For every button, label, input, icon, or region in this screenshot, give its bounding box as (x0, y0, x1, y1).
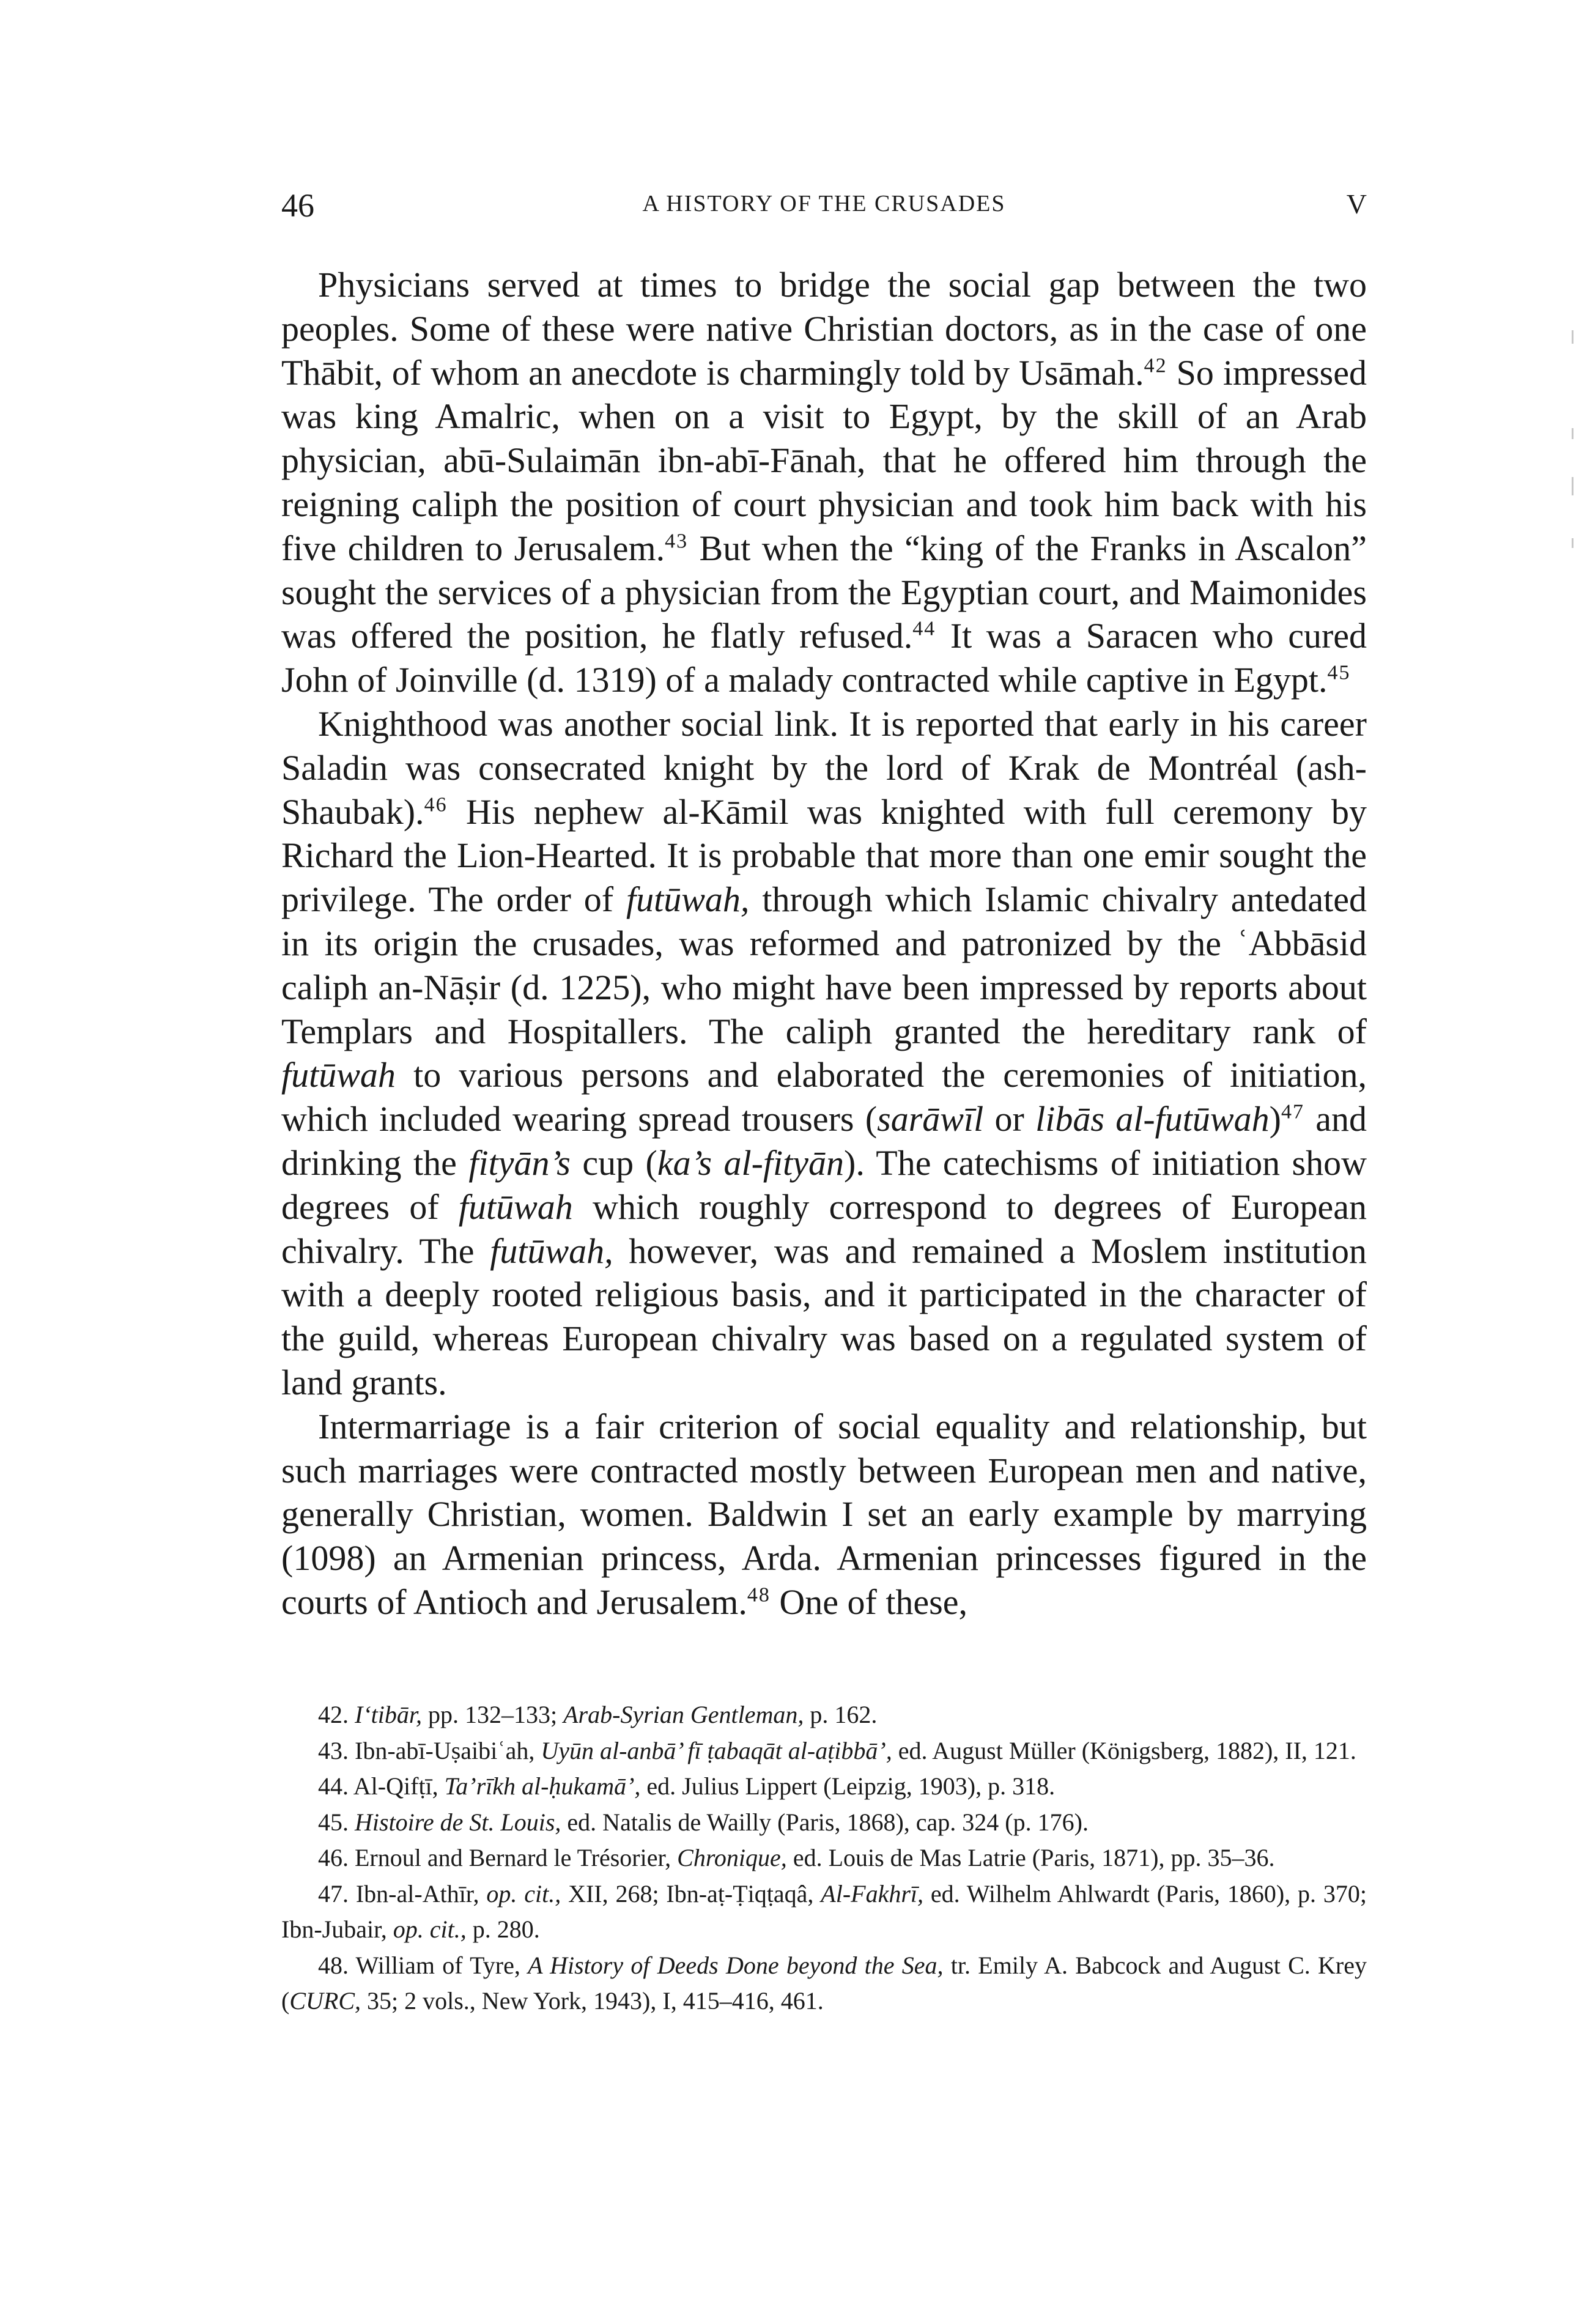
text-run: His nephew al-Kāmil was knighted with full ceremony by Richard the Lion-Hearted. It is probable that more than one emir sought the privilege. The order of (281, 791, 1367, 920)
footnote-number: 44. (318, 1772, 349, 1800)
text-run: ) (1269, 1099, 1281, 1139)
footnote-42 (281, 1697, 1367, 1733)
italic-term: CURC, (289, 1987, 361, 2015)
footnote-44 (281, 1769, 1367, 1805)
text-run: One of these, (770, 1582, 967, 1622)
text-run: 35; 2 vols., New York, 1943), I, 415–416, 461. (361, 1987, 824, 2015)
running-head (281, 187, 1367, 229)
footnote-47 (281, 1876, 1367, 1948)
text-run: Physicians served at times to bridge the social gap between the two peoples. Some of these were native Christian doctors, as in the case of one Thābit, of whom an anecdote is charmingly told by Usāmah. (281, 265, 1367, 393)
text-run: p. 162. (804, 1701, 878, 1728)
footnote-number: 42. (318, 1701, 349, 1728)
footnote-46 (281, 1840, 1367, 1876)
italic-term: fityān’s (468, 1142, 571, 1183)
scan-mark (1572, 428, 1573, 439)
text-run: So impressed was king Amalric, when on a visit to Egypt, by the skill of an Arab physician, abū-Sulaimān ibn-abī-Fānah, that he offered him through the reigning caliph the position of court physician and took him back with his five children to Jerusalem. (281, 352, 1367, 568)
italic-term: futūwah, (490, 1230, 613, 1271)
running-head-title: A HISTORY OF THE CRUSADES (642, 191, 1006, 216)
text-run: Ibn-abī-Uṣaibiʿah, (355, 1736, 541, 1764)
paragraph-physicians (281, 263, 1367, 702)
text-run: Knighthood was another social link. It is reported that early in his career Saladin was consecrated knight by the lord of Krak de Montréal (ash-Shaubak). (281, 703, 1367, 832)
paragraph-knighthood (281, 702, 1367, 1405)
footnote-number: 46. (318, 1844, 349, 1871)
body-text (281, 263, 1367, 1624)
footnote-43 (281, 1733, 1367, 1769)
text-run: and drinking the (281, 1099, 1367, 1183)
footnotes (281, 1697, 1367, 2019)
text-run: ed. Julius Lippert (Leipzig, 1903), p. 318. (640, 1772, 1056, 1800)
text-run: It was a Saracen who cured John of Joinville (d. 1319) of a malady contracted while captive in Egypt. (281, 616, 1367, 700)
footnote-45 (281, 1805, 1367, 1841)
italic-term: op. cit., (393, 1915, 467, 1943)
italic-term: A History of Deeds Done beyond the Sea, (528, 1951, 944, 1979)
text-run: Ernoul and Bernard le Trésorier, (355, 1844, 678, 1871)
italic-term: futūwah (281, 1055, 396, 1095)
text-run: or (983, 1099, 1036, 1139)
text-run: ed. Louis de Mas Latrie (Paris, 1871), pp. 35–36. (786, 1844, 1275, 1871)
footnote-number: 48. (318, 1951, 349, 1979)
italic-term: sarāwīl (877, 1099, 984, 1139)
italic-term: op. cit., (486, 1879, 561, 1908)
text-run: ed. Natalis de Wailly (Paris, 1868), cap. 324 (p. 176). (561, 1808, 1089, 1836)
text-run: William of Tyre, (355, 1951, 528, 1979)
paragraph-intermarriage (281, 1405, 1367, 1624)
italic-term: I‘tibār, (355, 1701, 422, 1728)
chapter-number: V (1346, 188, 1367, 220)
scan-mark (1572, 330, 1573, 344)
text-run: tr. Emily A. Babcock and August C. Krey ( (281, 1951, 1367, 2015)
page-number: 46 (281, 187, 314, 224)
italic-term: ka’s al-fityān (657, 1142, 845, 1183)
text-run: to various persons and elaborated the ceremonies of initiation, which included wearing spread trousers ( (281, 1055, 1367, 1139)
italic-term: Al-Fakhrī, (821, 1879, 924, 1908)
italic-term: Histoire de St. Louis, (355, 1808, 561, 1836)
text-run: cup ( (570, 1142, 657, 1183)
footnote-48 (281, 1948, 1367, 2019)
text-run: through which Islamic chivalry antedated in its origin the crusades, was reformed and patronized by the ʿAbbāsid caliph an-Nāṣir (d. 1225), who might have been impressed by reports about Templars and Hospitallers. The caliph granted the hereditary rank of (281, 879, 1367, 1051)
text-run: Ibn-al-Athīr, (355, 1879, 487, 1908)
text-run: ). The catechisms of initiation show degrees of (281, 1142, 1367, 1227)
italic-term: Chronique, (677, 1844, 787, 1871)
scan-margin-marks (1572, 0, 1590, 2324)
text-run: pp. 132–133; (422, 1701, 564, 1728)
text-run: which roughly correspond to degrees of European chivalry. The (281, 1186, 1367, 1271)
italic-term: Uyūn al-anbā’ fī ṭabaqāt al-aṭibbā’, (541, 1736, 892, 1764)
footnote-ref: 42 (1144, 354, 1167, 377)
text-run: But when the “king of the Franks in Ascalon” sought the services of a physician from the Egyptian court, and Maimonides was offered the position, he flatly refused. (281, 528, 1367, 656)
italic-term: futūwah (458, 1186, 573, 1227)
italic-term: futūwah, (626, 879, 750, 920)
scan-mark (1572, 477, 1573, 495)
footnote-number: 47. (318, 1879, 349, 1908)
footnote-number: 45. (318, 1808, 349, 1836)
footnote-ref: 44 (912, 618, 936, 641)
italic-term: Arab-Syrian Gentleman, (563, 1701, 804, 1728)
footnote-number: 43. (318, 1736, 349, 1764)
footnote-ref: 48 (747, 1583, 771, 1607)
italic-term: libās al-futūwah (1035, 1099, 1270, 1139)
footnote-ref: 46 (424, 793, 448, 816)
text-run: Intermarriage is a fair criterion of social equality and relationship, but such marriages were contracted mostly between European men and native, generally Christian, women. Baldwin I set an early example by marrying (1098) an Armenian princess, Arda. Armenian princesses figured in the courts of Antioch and Jerusalem. (281, 1406, 1367, 1622)
italic-term: Ta’rīkh al-ḥukamā’, (444, 1772, 641, 1800)
text-run: XII, 268; Ibn-aṭ-Ṭiqṭaqâ, (561, 1879, 821, 1908)
text-run: ed. Wilhelm Ahlwardt (Paris, 1860), p. 370; Ibn-Jubair, (281, 1879, 1367, 1943)
text-run: Al-Qifṭī, (353, 1772, 445, 1800)
footnote-ref: 47 (1281, 1100, 1304, 1123)
footnote-ref: 45 (1327, 661, 1351, 684)
footnote-ref: 43 (665, 530, 689, 553)
text-run: ed. August Müller (Königsberg, 1882), II, 121. (892, 1736, 1356, 1764)
text-run: however, was and remained a Moslem institution with a deeply rooted religious basis, and it participated in the character of the guild, whereas European chivalry was based on a regulated system of land grants. (281, 1230, 1367, 1402)
scan-mark (1572, 538, 1573, 548)
text-run: p. 280. (466, 1915, 540, 1943)
